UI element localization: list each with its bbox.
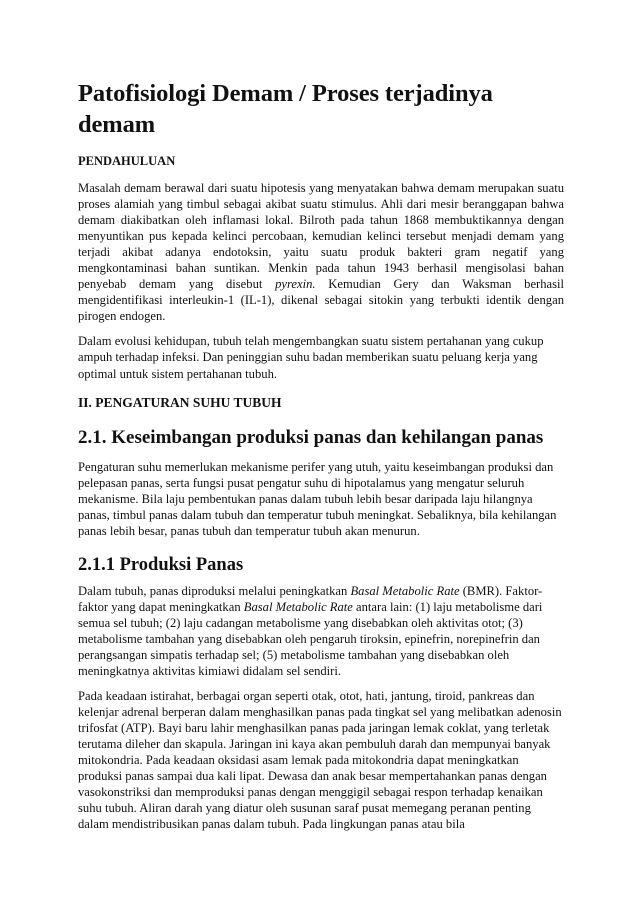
s211-p1-italic-2: Basal Metabolic Rate	[243, 599, 353, 614]
section-2-1-1-heading: 2.1.1 Produksi Panas	[78, 554, 244, 575]
section-2-1-1-paragraph-2: Pada keadaan istirahat, berbagai organ seperti otak, otot, hati, jantung, tiroid, pankreas dan kelenjar adrenal berperan dalam menghasilkan panas pada tingkat sel yang melibatkan adenosin trifosfat (ATP). Bayi baru lahir menghasilkan panas pada jaringan lemak coklat, yang terletak terutama dileher dan skapula. Jaringan ini kaya akan pembuluh darah dan mempunyai banyak mitokondria. Pada keadaan oksidasi asam lemak pada mitokondria dapat meningkatkan produksi panas sampai dua kali lipat. Dewasa dan anak besar mempertahankan panas dengan vasokonstriksi dan memproduksi panas dengan menggigil sebagai respon terhadap kenaikan suhu tubuh. Aliran darah yang diatur oleh susunan saraf pusat memegang peranan penting dalam mendistribusikan panas dalam tubuh. Pada lingkungan panas atau bila	[78, 689, 562, 832]
intro-p1-text-b: Kemudian Gery dan Waksman berhasil mengidentifikasi interleukin-1 (IL-1), dikenal sebagai sitokin yang terbukti identik dengan pirogen endogen.	[78, 277, 565, 324]
section-2-1-1-paragraph-1	[78, 583, 564, 679]
document-title: Patofisiologi Demam / Proses terjadinya demam	[78, 80, 493, 138]
s211-p1-text-b: (BMR). Faktor-faktor yang dapat meningkatkan	[78, 583, 543, 614]
intro-p1-text-a: Masalah demam berawal dari suatu hipotesis yang menyatakan bahwa demam merupakan suatu proses alamiah yang timbul sebagai akibat suatu stimulus. Ahli dari mesir beranggapan bahwa demam diakibatkan oleh inflamasi lokal. Bilroth pada tahun 1868 membuktikannya dengan menyuntikan pus kepada kelinci percobaan, kemudian kelinci tersebut menjadi demam yang terjadi akibat adanya endotoksin, yaitu suatu produk bakteri gram negatif yang mengkontaminasi bahan suntikan. Menkin pada tahun 1943 berhasil mengisolasi bahan penyebab demam yang disebut	[78, 181, 564, 292]
intro-paragraph-2: Dalam evolusi kehidupan, tubuh telah mengembangkan suatu sistem pertahanan yang cukup ampuh terhadap infeksi. Dan peninggian suhu badan memberikan suatu peluang kerja yang optimal untuk sistem pertahanan tubuh.	[78, 334, 544, 381]
document-page	[78, 78, 564, 842]
section-2-heading: II. PENGATURAN SUHU TUBUH	[78, 394, 282, 410]
s211-p1-italic-1: Basal Metabolic Rate	[350, 583, 460, 598]
intro-paragraph-1	[78, 180, 564, 324]
intro-p1-italic: pyrexin.	[275, 277, 316, 292]
s211-p1-text-c: antara lain: (1) laju metabolisme dari semua sel tubuh; (2) laju cadangan metabolisme yang disebabkan oleh aktivitas otot; (3) metabolisme tambahan yang disebabkan oleh pengaruh tiroksin, epinefrin, norepinefrin dan perangsangan simpatis terhadap sel; (5) metabolisme tambahan yang disebabkan oleh meningkatnya aktivitas kimiawi didalam sel sendiri.	[78, 599, 543, 679]
intro-heading: PENDAHULUAN	[78, 154, 176, 168]
section-2-1-paragraph: Pengaturan suhu memerlukan mekanisme perifer yang utuh, yaitu keseimbangan produksi dan pelepasan panas, serta fungsi pusat pengatur suhu di hipotalamus yang mengatur seluruh mekanisme. Bila laju pembentukan panas dalam tubuh lebih besar daripada laju hilangnya panas, timbul panas dalam tubuh dan temperatur tubuh meningkat. Sebaliknya, bila kehilangan panas lebih besar, panas tubuh dan temperatur tubuh akan menurun.	[78, 459, 557, 538]
s211-p1-text-a: Dalam tubuh, panas diproduksi melalui peningkatkan	[78, 583, 351, 598]
section-2-1-heading: 2.1. Keseimbangan produksi panas dan kehilangan panas	[78, 426, 544, 448]
